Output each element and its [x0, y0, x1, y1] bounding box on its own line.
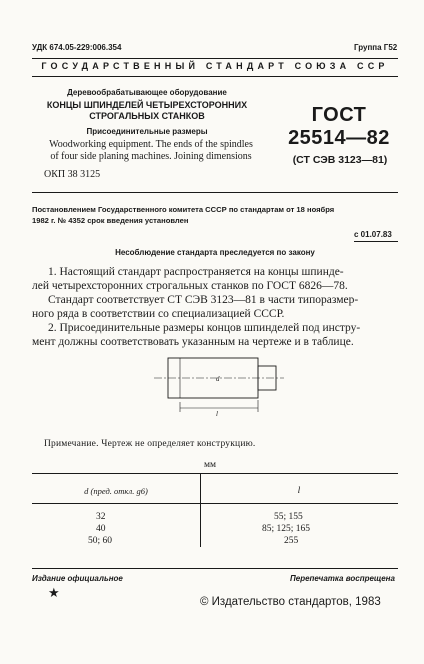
table-row-3-l: 255	[284, 536, 299, 546]
title-line-2: СТРОГАЛЬНЫХ СТАНКОВ	[89, 111, 205, 121]
table-row-1-d: 32	[96, 512, 106, 522]
effective-date: с 01.07.83	[354, 230, 392, 239]
legal-warning: Несоблюдение стандарта преследуется по закону	[115, 248, 315, 257]
table-column-divider	[200, 473, 201, 547]
standard-number: 25514—82	[288, 127, 390, 149]
official-edition: Издание официальное	[32, 574, 123, 583]
okp-code: ОКП 38 3125	[44, 169, 101, 180]
cmea-equivalent: (СТ СЭВ 3123—81)	[292, 154, 388, 166]
paragraph-1-line-2: лей четырехсторонних строгальных станков по ГОСТ 6826—78.	[32, 280, 348, 292]
diameter-label: d	[216, 375, 220, 383]
table-header-length: l	[297, 486, 301, 496]
copyright-line: © Издательство стандартов, 1983	[200, 596, 381, 608]
table-row-1-l: 55; 155	[274, 512, 303, 522]
reprint-prohibited: Перепечатка воспрещена	[290, 574, 395, 583]
group-code: Группа Г52	[354, 43, 398, 52]
state-standard-banner: ГОСУДАРСТВЕННЫЙ СТАНДАРТ СОЮЗА ССР	[41, 61, 389, 71]
date-underline	[354, 241, 398, 242]
table-row-2-d: 40	[96, 524, 106, 534]
paragraph-2-line-1: Стандарт соответствует СТ СЭВ 3123—81 в части типоразмер-	[48, 294, 359, 306]
spindle-end-drawing	[150, 352, 290, 418]
top-rule	[32, 58, 398, 59]
length-label: l	[216, 410, 218, 418]
industry-line: Деревообрабатывающее оборудование	[67, 88, 227, 97]
paragraph-2-line-2: ного ряда в соответствии со специализацией СССР.	[32, 308, 285, 320]
table-header-diameter: d (пред. откл. g6)	[84, 486, 148, 496]
banner-rule	[32, 76, 398, 77]
paragraph-1-line-1: 1. Настоящий стандарт распространяется на концы шпинде-	[48, 266, 344, 278]
title-line-1: КОНЦЫ ШПИНДЕЛЕЙ ЧЕТЫРЕХСТОРОННИХ	[46, 100, 248, 110]
footer-rule	[32, 568, 398, 569]
table-row-2-l: 85; 125; 165	[262, 524, 311, 534]
paragraph-3-line-1: 2. Присоединительные размеры концов шпинделей под инстру-	[48, 322, 361, 334]
gost-label: ГОСТ	[311, 104, 367, 126]
table-top-rule	[32, 473, 398, 474]
title-block-rule	[32, 192, 398, 193]
english-title-line-2: of four side planing machines. Joining dimensions	[50, 151, 252, 162]
star-icon: ★	[48, 585, 60, 600]
table-unit: мм	[203, 460, 217, 470]
drawing-note: Примечание. Чертеж не определяет конструкцию.	[44, 439, 256, 449]
decree-line-1: Постановлением Государственного комитета СССР по стандартам от 18 ноября	[32, 205, 335, 214]
paragraph-3-line-2: мент должны соответствовать указанным на чертеже и в таблице.	[32, 336, 354, 348]
table-header-rule	[32, 503, 398, 504]
decree-line-2: 1982 г. № 4352 срок введения установлен	[32, 216, 189, 225]
subtitle-joining-dimensions: Присоединительные размеры	[86, 127, 208, 136]
table-row-3-d: 50; 60	[88, 536, 113, 546]
english-title-line-1: Woodworking equipment. The ends of the spindles	[49, 139, 253, 150]
udk-code: УДК 674.05-229:006.354	[32, 43, 122, 52]
